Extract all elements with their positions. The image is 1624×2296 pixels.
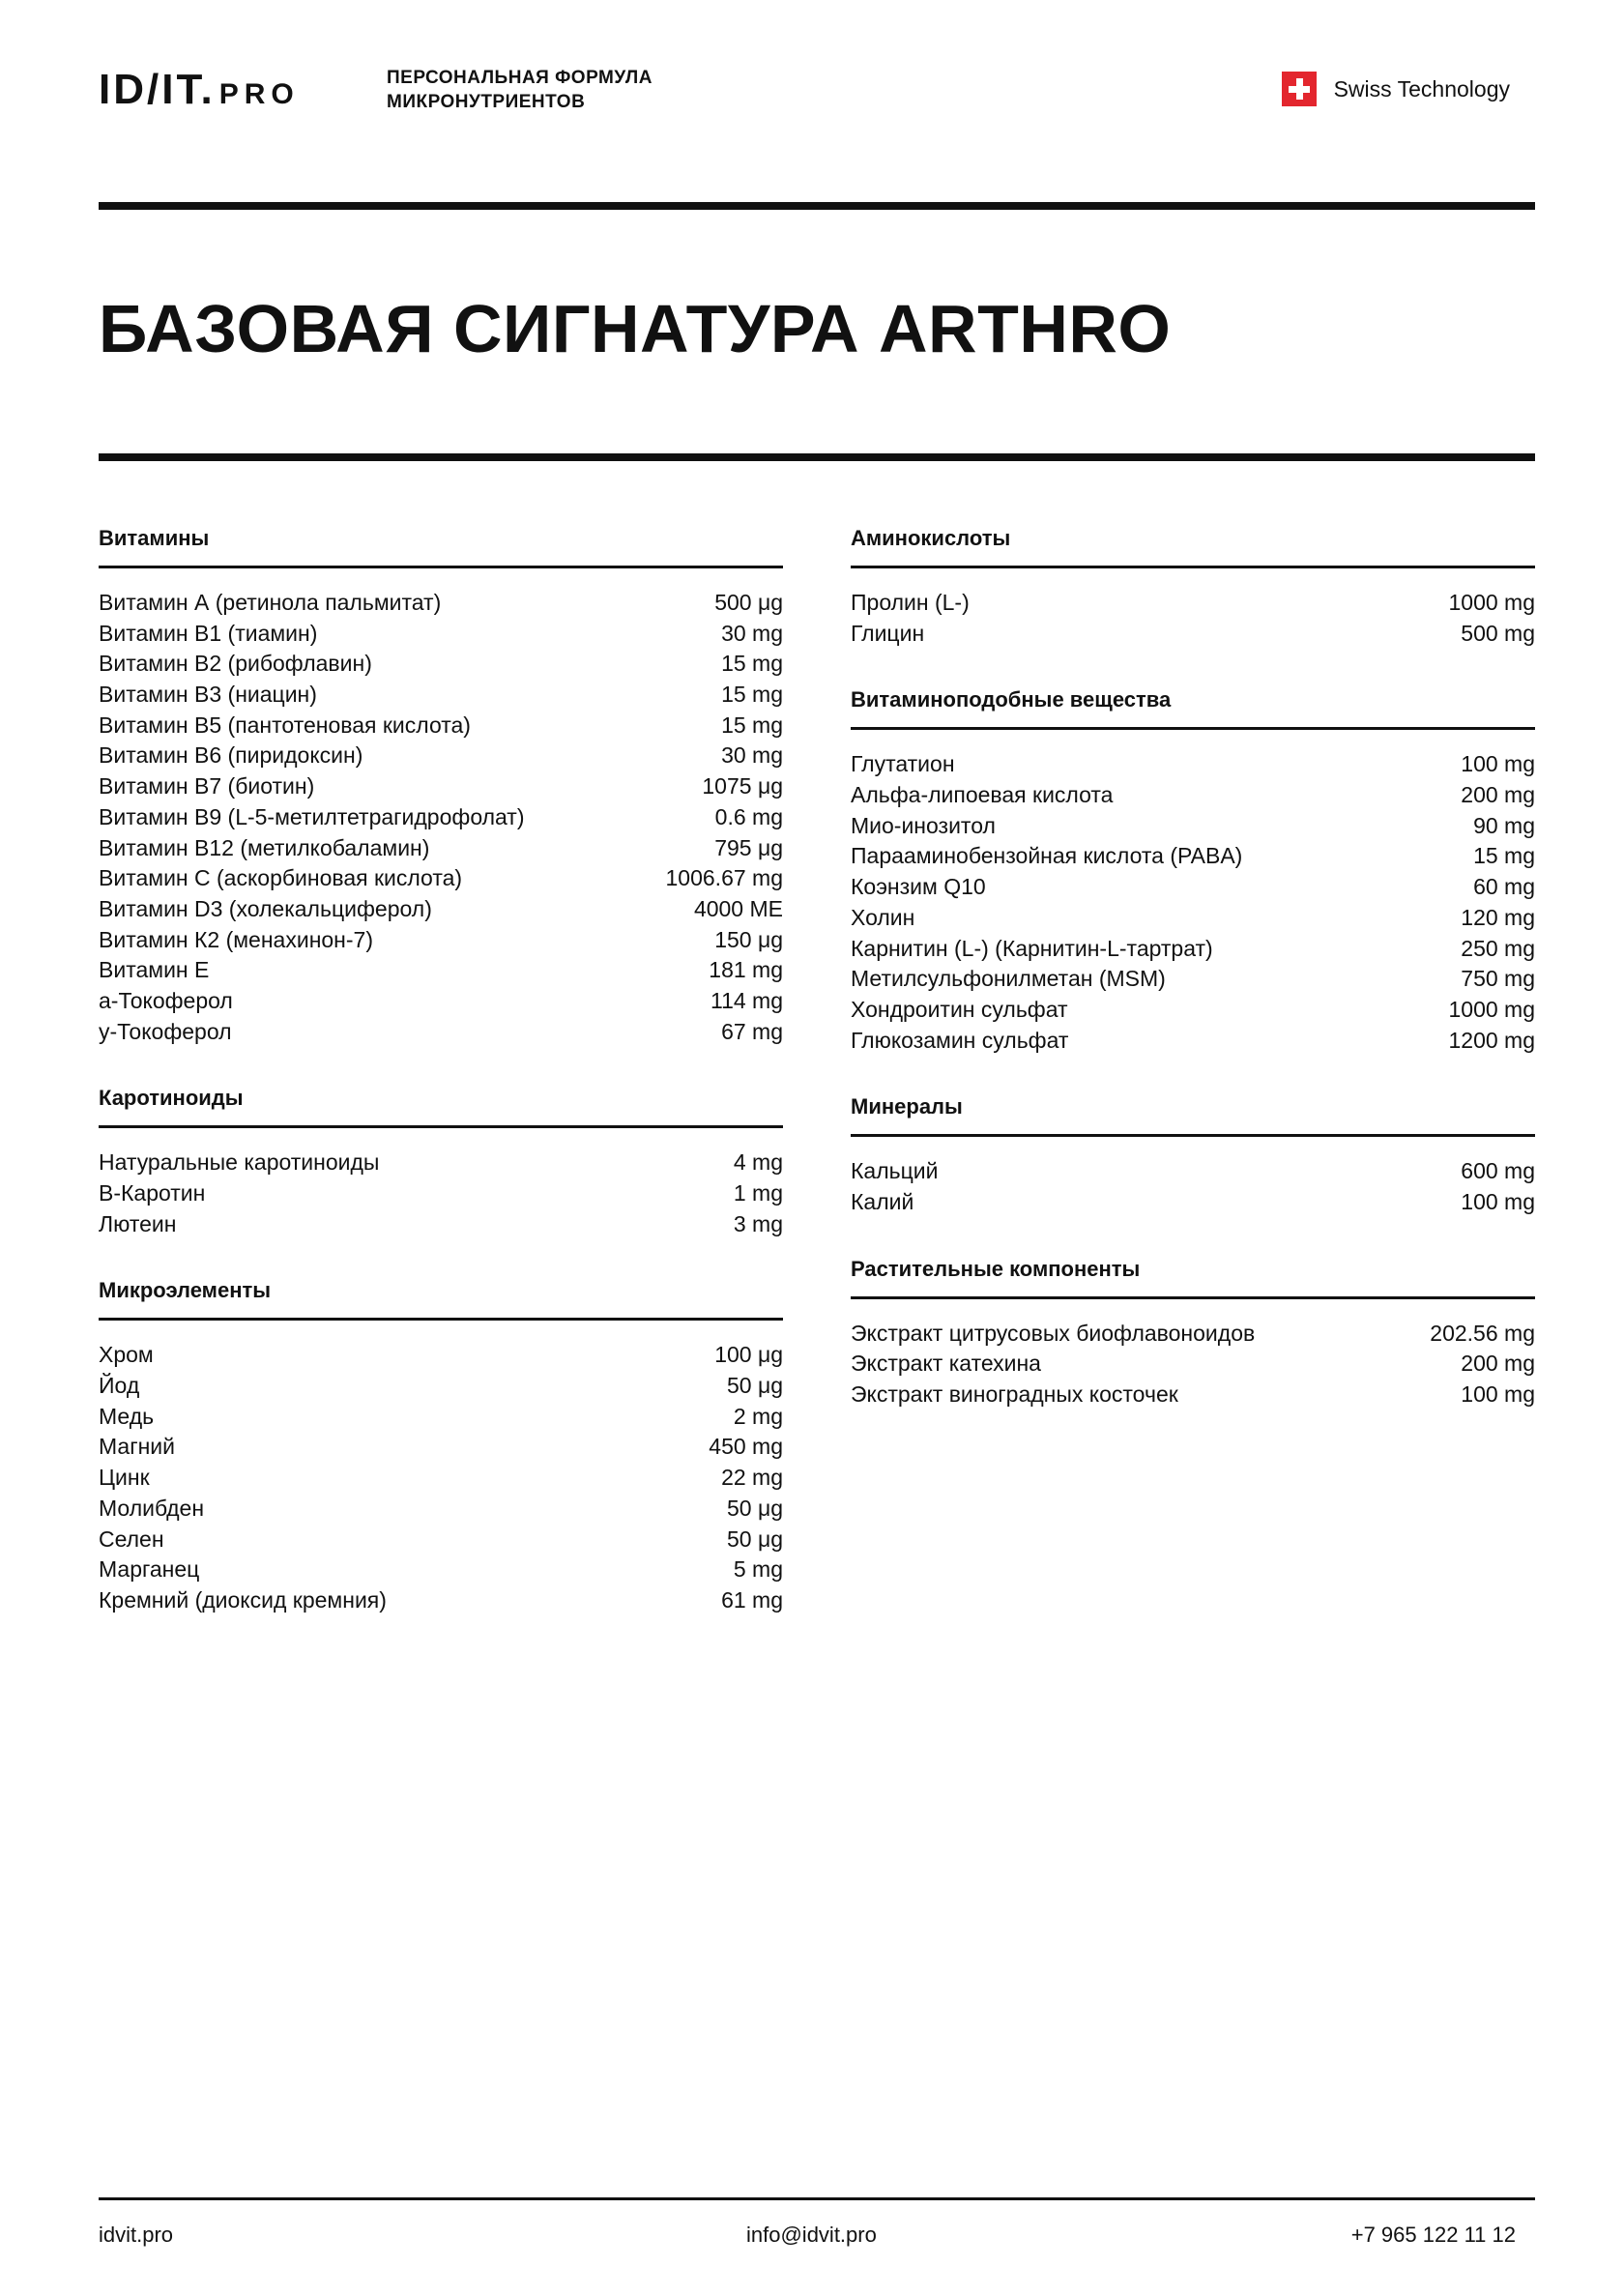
- ingredient-name: Хром: [99, 1342, 154, 1368]
- list-item: [851, 588, 1535, 619]
- ingredient-name: Калий: [851, 1188, 914, 1214]
- ingredient-amount: 100 mg: [1461, 1381, 1535, 1407]
- ingredient-amount: 90 mg: [1473, 812, 1535, 838]
- ingredient-amount: 1200 mg: [1448, 1027, 1535, 1053]
- ingredient-amount: 750 mg: [1461, 966, 1535, 992]
- ingredient-name: Витамин D3 (холекальциферол): [99, 895, 432, 921]
- ingredient-amount: 61 mg: [721, 1586, 783, 1613]
- ingredient-name: Глюкозамин сульфат: [851, 1027, 1069, 1053]
- section-list: [99, 1340, 783, 1615]
- ingredient-amount: 4 mg: [733, 1149, 783, 1176]
- list-item: [99, 649, 783, 680]
- section-list: [99, 1148, 783, 1239]
- ingredient-amount: 200 mg: [1461, 782, 1535, 808]
- ingredient-amount: 795 μg: [714, 834, 783, 860]
- ingredient-name: Йод: [99, 1373, 140, 1399]
- list-item: [851, 1380, 1535, 1410]
- ingredient-name: Витамин К2 (менахинон-7): [99, 926, 373, 952]
- list-item: [99, 1555, 783, 1585]
- ingredient-name: B-Каротин: [99, 1180, 206, 1206]
- ingredient-name: Витамин А (ретинола пальмитат): [99, 590, 442, 615]
- section-heading: Каротиноиды: [99, 1074, 783, 1128]
- section-heading: Аминокислоты: [851, 514, 1535, 568]
- section-list: [851, 749, 1535, 1056]
- ingredient-amount: 3 mg: [733, 1210, 783, 1236]
- list-item: [99, 986, 783, 1017]
- swiss-technology-label: Swiss Technology: [1333, 75, 1510, 102]
- ingredient-amount: 50 μg: [726, 1526, 783, 1552]
- ingredient-name: Витамин B6 (пиридоксин): [99, 742, 363, 769]
- section-heading: Витамины: [99, 514, 783, 568]
- ingredient-amount: 60 mg: [1473, 874, 1535, 900]
- ingredient-name: Марганец: [99, 1556, 200, 1583]
- ingredient-name: a-Токоферол: [99, 987, 233, 1013]
- list-item: [99, 619, 783, 650]
- list-item: [99, 955, 783, 986]
- list-item: [99, 711, 783, 741]
- ingredient-name: Хондроитин сульфат: [851, 996, 1068, 1022]
- list-item: [851, 1187, 1535, 1218]
- list-item: [851, 872, 1535, 903]
- ingredient-amount: 50 μg: [726, 1495, 783, 1521]
- list-item: [99, 833, 783, 864]
- list-item: [99, 588, 783, 619]
- list-item: [99, 1017, 783, 1048]
- ingredient-name: Витамин B7 (биотин): [99, 773, 315, 799]
- ingredient-amount: 100 mg: [1461, 1188, 1535, 1214]
- ingredient-name: Витамин B5 (пантотеновая кислота): [99, 712, 471, 738]
- ingredient-amount: 1000 mg: [1448, 996, 1535, 1022]
- footer-website[interactable]: idvit.pro: [99, 2223, 174, 2247]
- ingredient-name: Витамин B12 (метилкобаламин): [99, 834, 430, 860]
- list-item: [99, 1585, 783, 1616]
- list-item: [99, 1525, 783, 1555]
- list-item: [99, 1178, 783, 1209]
- ingredient-amount: 67 mg: [721, 1018, 783, 1044]
- list-item: [99, 863, 783, 894]
- list-item: [851, 749, 1535, 780]
- ingredient-name: Метилсульфонилметан (MSM): [851, 966, 1166, 992]
- ingredient-name: Лютеин: [99, 1210, 177, 1236]
- ingredient-name: Витамин B3 (ниацин): [99, 682, 317, 708]
- ingredient-amount: 250 mg: [1461, 935, 1535, 961]
- ingredient-name: Карнитин (L-) (Карнитин-L-тартрат): [851, 935, 1213, 961]
- list-item: [99, 771, 783, 802]
- list-item: [99, 741, 783, 771]
- ingredient-name: Медь: [99, 1403, 155, 1429]
- ingredient-name: Витамин Е: [99, 957, 210, 983]
- ingredient-amount: 30 mg: [721, 742, 783, 769]
- ingredient-amount: 15 mg: [721, 712, 783, 738]
- list-item: [99, 925, 783, 956]
- brand-logo: [99, 66, 300, 119]
- ingredient-amount: 600 mg: [1461, 1158, 1535, 1184]
- tagline-line-1: ПЕРСОНАЛЬНАЯ ФОРМУЛА: [387, 68, 652, 88]
- ingredient-amount: 15 mg: [721, 651, 783, 677]
- ingredient-amount: 50 μg: [726, 1373, 783, 1399]
- ingredient-amount: 4000 МЕ: [693, 895, 783, 921]
- ingredient-amount: 500 μg: [714, 590, 783, 615]
- section-list: [851, 588, 1535, 649]
- list-item: [851, 995, 1535, 1026]
- section-heading: Витаминоподобные вещества: [851, 676, 1535, 730]
- list-item: [99, 680, 783, 711]
- right-column: [851, 514, 1535, 1438]
- section-list: [851, 1156, 1535, 1217]
- ingredient-amount: 30 mg: [721, 620, 783, 646]
- ingredient-amount: 1000 mg: [1448, 590, 1535, 615]
- ingredient-name: Кальций: [851, 1158, 939, 1184]
- ingredient-name: Пролин (L-): [851, 590, 970, 615]
- top-divider: [99, 202, 1535, 210]
- ingredient-name: Экстракт цитрусовых биофлавоноидов: [851, 1320, 1256, 1346]
- page-header: [99, 60, 1535, 128]
- brand-tagline: [387, 66, 652, 114]
- list-item: [851, 964, 1535, 995]
- list-item: [851, 1319, 1535, 1350]
- list-item: [99, 802, 783, 833]
- ingredient-amount: 181 mg: [709, 957, 783, 983]
- ingredient-amount: 450 mg: [709, 1434, 783, 1460]
- ingredient-name: Экстракт катехина: [851, 1351, 1041, 1377]
- swiss-technology-badge: [1282, 70, 1510, 108]
- list-item: [99, 1494, 783, 1525]
- ingredient-name: Натуральные каротиноиды: [99, 1149, 380, 1176]
- list-item: [99, 894, 783, 925]
- ingredient-amount: 1075 μg: [702, 773, 783, 799]
- left-column: [99, 514, 783, 1643]
- page-footer: [99, 2218, 1516, 2252]
- ingredient-name: у-Токоферол: [99, 1018, 232, 1044]
- list-item: [99, 1432, 783, 1463]
- section-heading: Минералы: [851, 1083, 1535, 1137]
- section-heading: Растительные компоненты: [851, 1245, 1535, 1299]
- ingredient-amount: 500 mg: [1461, 620, 1535, 646]
- ingredient-amount: 120 mg: [1461, 904, 1535, 930]
- list-item: [851, 934, 1535, 965]
- page-title: БАЗОВАЯ СИГНАТУРА ARTHRO: [99, 291, 1172, 366]
- list-item: [851, 1026, 1535, 1057]
- ingredient-amount: 15 mg: [721, 682, 783, 708]
- logo-suffix: PRO: [218, 78, 300, 110]
- section-list: [99, 588, 783, 1047]
- list-item: [851, 1349, 1535, 1380]
- list-item: [851, 903, 1535, 934]
- list-item: [99, 1402, 783, 1433]
- footer-phone[interactable]: +7 965 122 11 12: [1350, 2223, 1516, 2247]
- ingredient-amount: 5 mg: [733, 1556, 783, 1583]
- ingredient-name: Витамин B9 (L-5-метилтетрагидрофолат): [99, 803, 525, 829]
- ingredient-amount: 1006.67 mg: [665, 865, 783, 891]
- ingredient-amount: 100 μg: [714, 1342, 783, 1368]
- list-item: [99, 1340, 783, 1371]
- swiss-flag-icon: [1282, 72, 1317, 106]
- ingredient-name: Молибден: [99, 1495, 205, 1521]
- ingredient-name: Глутатион: [851, 751, 955, 777]
- ingredient-name: Витамин B2 (рибофлавин): [99, 651, 372, 677]
- ingredient-name: Холин: [851, 904, 915, 930]
- title-divider: [99, 453, 1535, 461]
- ingredient-name: Глицин: [851, 620, 925, 646]
- ingredient-amount: 202.56 mg: [1430, 1320, 1535, 1346]
- list-item: [99, 1463, 783, 1494]
- ingredient-amount: 100 mg: [1461, 751, 1535, 777]
- footer-email[interactable]: info@idvit.pro: [746, 2223, 877, 2247]
- ingredient-name: Парааминобензойная кислота (PABA): [851, 843, 1243, 869]
- ingredient-amount: 150 μg: [714, 926, 783, 952]
- logo-main: ID/IT.: [99, 66, 216, 113]
- ingredient-amount: 1 mg: [733, 1180, 783, 1206]
- list-item: [99, 1371, 783, 1402]
- list-item: [851, 811, 1535, 842]
- ingredient-name: Мио-инозитол: [851, 812, 996, 838]
- ingredient-name: Витамин B1 (тиамин): [99, 620, 318, 646]
- ingredient-amount: 2 mg: [733, 1403, 783, 1429]
- list-item: [99, 1209, 783, 1240]
- ingredient-name: Альфа-липоевая кислота: [851, 782, 1114, 808]
- ingredient-amount: 114 mg: [710, 987, 783, 1013]
- list-item: [99, 1148, 783, 1178]
- ingredient-name: Цинк: [99, 1465, 150, 1491]
- list-item: [851, 841, 1535, 872]
- ingredient-name: Витамин С (аскорбиновая кислота): [99, 865, 463, 891]
- ingredient-name: Кремний (диоксид кремния): [99, 1586, 387, 1613]
- ingredient-name: Селен: [99, 1526, 164, 1552]
- ingredient-amount: 22 mg: [721, 1465, 783, 1491]
- list-item: [851, 780, 1535, 811]
- tagline-line-2: МИКРОНУТРИЕНТОВ: [387, 92, 586, 112]
- ingredient-amount: 15 mg: [1473, 843, 1535, 869]
- ingredient-amount: 0.6 mg: [714, 803, 783, 829]
- section-list: [851, 1319, 1535, 1410]
- list-item: [851, 619, 1535, 650]
- ingredient-name: Магний: [99, 1434, 175, 1460]
- ingredient-name: Коэнзим Q10: [851, 874, 986, 900]
- footer-divider: [99, 2197, 1535, 2200]
- section-heading: Микроэлементы: [99, 1266, 783, 1321]
- list-item: [851, 1156, 1535, 1187]
- ingredient-name: Экстракт виноградных косточек: [851, 1381, 1178, 1407]
- ingredient-amount: 200 mg: [1461, 1351, 1535, 1377]
